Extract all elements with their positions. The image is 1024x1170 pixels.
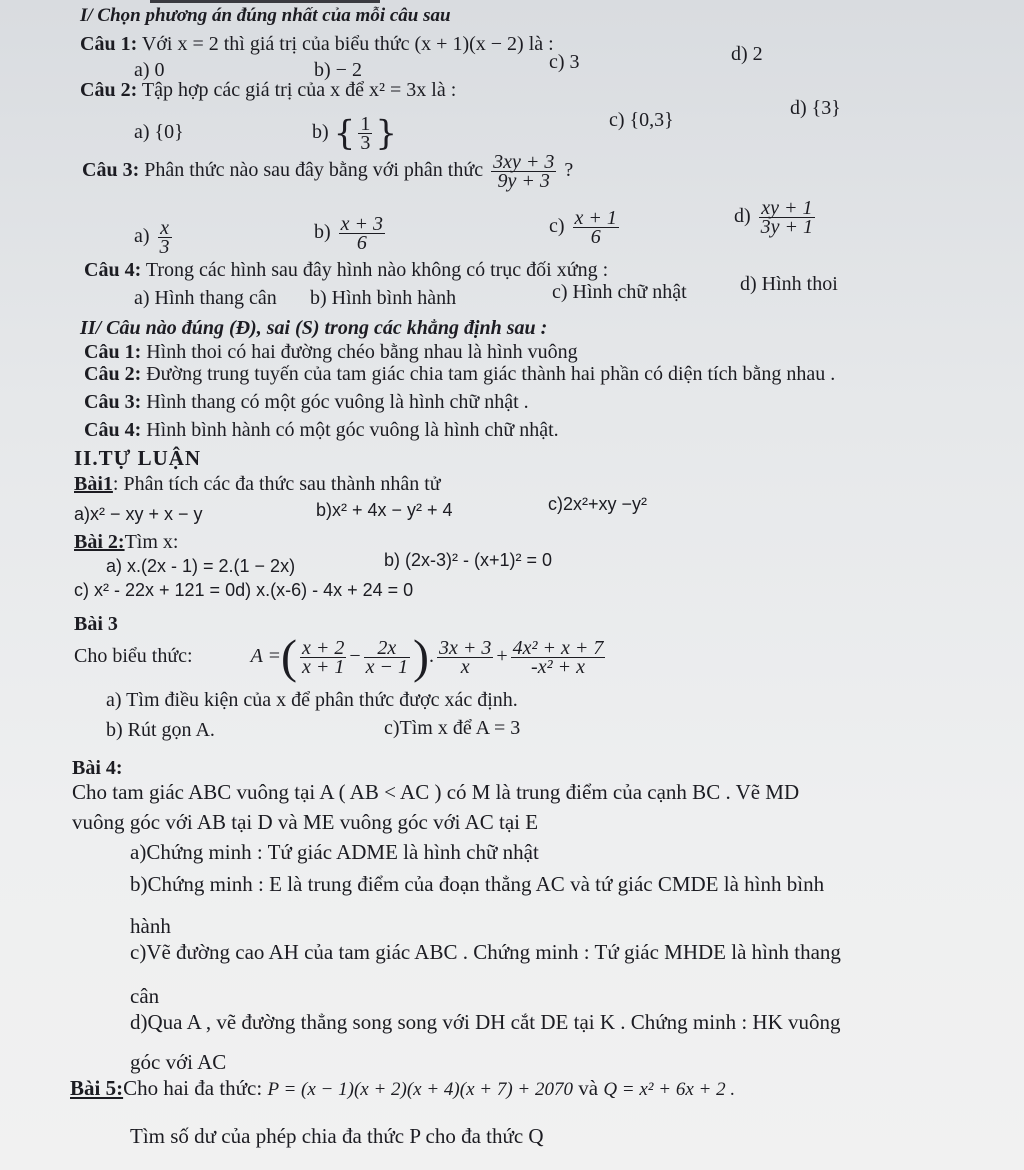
q2-label: Câu 2: [80, 79, 138, 101]
bai3-b: b) Rút gọn A. [106, 719, 215, 741]
q4-option-a: a) Hình thang cân [134, 287, 277, 309]
part2-heading: II/ Câu nào đúng (Đ), sai (S) trong các khẳng định sau : [80, 317, 548, 339]
left-brace: { [333, 113, 356, 154]
q4-option-d: d) Hình thoi [740, 273, 838, 295]
bai4-b-line1: b)Chứng minh : E là trung điểm của đoạn thẳng AC và tứ giác CMDE là hình bình [130, 872, 825, 896]
q4-option-b: b) Hình bình hành [310, 287, 457, 309]
bai5-task: Tìm số dư của phép chia đa thức P cho đa thức Q [130, 1124, 544, 1148]
part1-heading: I/ Chọn phương án đúng nhất của mỗi câu sau [80, 5, 451, 26]
q3-label: Câu 3: [82, 159, 140, 181]
bai3-expression: Cho biểu thức: A =( $\frac{x + 2}{x + 1}$ − $\frac{2x}{x - 1}$ ). $\frac{3x + 3}{x}$ + $\frac{\text{4x² + x + 7}}{\text{-x² + x}}$ [74, 630, 604, 684]
bai4-d-line2: góc với AC [130, 1050, 227, 1074]
bai3-a: a) Tìm điều kiện của x để phân thức được xác định. [106, 689, 518, 711]
bai4-line1: Cho tam giác ABC vuông tại A ( AB < AC ) có M là trung điểm của cạnh BC . Vẽ MD [72, 780, 800, 804]
part3-heading: II.TỰ LUẬN [74, 446, 202, 470]
bai2-stem: Bài 2:Tìm x: [74, 531, 179, 553]
q2-option-a: a) {0} [134, 121, 184, 143]
q1-option-a: a) 0 [134, 59, 165, 81]
q2-option-b-label: b) [312, 121, 329, 143]
bai1-a: a)x² − xy + x − y [74, 504, 203, 524]
bai5-label: Bài 5: [70, 1076, 124, 1100]
q3-option-a: a) $\frac{x}{3}$ [134, 216, 170, 258]
q3-option-b: b) $\frac{x + 3}{6}$ [314, 212, 384, 254]
bai2-b: b) (2x-3)² - (x+1)² = 0 [384, 550, 553, 570]
q2-stem [80, 78, 456, 102]
bai2-cd: c) x² - 22x + 121 = 0d) x.(x-6) - 4x + 24 = 0 [74, 580, 414, 600]
q3-option-d: d) $\frac{xy + 1}{3y + 1}$ [734, 196, 814, 238]
q1-option-c: c) 3 [549, 51, 580, 73]
bai1-label: Bài1 [74, 473, 113, 495]
bai3-c: c)Tìm x để A = 3 [384, 717, 521, 739]
bai4-a: a)Chứng minh : Tứ giác ADME là hình chữ nhật [130, 840, 539, 864]
bai4-line2: vuông góc với AB tại D và ME vuông góc với AC tại E [72, 810, 539, 834]
q4-option-c: c) Hình chữ nhật [552, 281, 687, 303]
q1-option-d: d) 2 [731, 43, 763, 65]
q3-stem: Câu 3: Phân thức nào sau đây bằng với phân thức $\frac{3xy + 3}{9y + 3}$ ? [82, 150, 574, 192]
q4-label: Câu 4: [84, 259, 142, 281]
q4-stem [84, 258, 608, 282]
q2-option-b-fraction: $\frac{1}{3}$ [360, 112, 371, 154]
bai2-label: Bài 2: [74, 531, 125, 553]
part2-item-3: Câu 3: Hình thang có một góc vuông là hình chữ nhật . [84, 391, 529, 413]
q1-label: Câu 1: [80, 33, 138, 55]
polynomial-Q: Q = x² + 6x + 2 . [603, 1079, 736, 1100]
bai1-b: b)x² + 4x − y² + 4 [316, 500, 453, 520]
q2-text: Tập hợp các giá trị của x để x² = 3x là : [141, 79, 457, 101]
q4-text: Trong các hình sau đây hình nào không có trục đối xứng : [145, 259, 609, 281]
q2-option-d: d) {3} [790, 97, 841, 119]
bai3-label: Bài 3 [74, 613, 118, 635]
bai1-c: c)2x²+xy −y² [548, 494, 648, 514]
expr-A: A = [250, 645, 281, 667]
bai5-stem: Bài 5:Cho hai đa thức: P = (x − 1)(x + 2)(x + 4)(x + 7) + 2070 và Q = x² + 6x + 2 . [70, 1076, 736, 1100]
part2-item-1: Câu 1: Hình thoi có hai đường chéo bằng nhau là hình vuông [84, 341, 578, 363]
bai4-b-line2: hành [130, 914, 171, 938]
q1-option-b: b) − 2 [314, 59, 362, 81]
q3-text: Phân thức nào sau đây bằng với phân thức [144, 159, 484, 181]
bai4-c-line2: cân [130, 984, 160, 1008]
bai2-a: a) x.(2x - 1) = 2.(1 − 2x) [106, 556, 296, 576]
bai1-stem: Bài1: Phân tích các đa thức sau thành nhân tử [74, 473, 441, 495]
bai4-c-line1: c)Vẽ đường cao AH của tam giác ABC . Chứng minh : Tứ giác MHDE là hình thang [130, 940, 841, 964]
part2-item-4: Câu 4: Hình bình hành có một góc vuông là hình chữ nhật. [84, 419, 559, 441]
polynomial-P: P = (x − 1)(x + 2)(x + 4)(x + 7) + 2070 [267, 1079, 573, 1100]
bai4-d-line1: d)Qua A , vẽ đường thẳng song song với DH cắt DE tại K . Chứng minh : HK vuông [130, 1010, 841, 1034]
part2-item-2: Câu 2: Đường trung tuyến của tam giác chia tam giác thành hai phần có diện tích bằng nhau . [84, 363, 836, 385]
right-brace: } [375, 113, 397, 154]
q1-stem [80, 32, 554, 56]
cropped-header-rule [150, 0, 380, 3]
q1-text: Với x = 2 thì giá trị của biểu thức (x + 1)(x − 2) là : [141, 33, 554, 55]
q2-option-c: c) {0,3} [609, 109, 674, 131]
q3-option-c: c) $\frac{x + 1}{6}$ [549, 206, 617, 248]
q3-given-fraction: $\frac{3xy + 3}{9y + 3}$ [493, 150, 555, 192]
bai4-label: Bài 4: [72, 757, 123, 779]
